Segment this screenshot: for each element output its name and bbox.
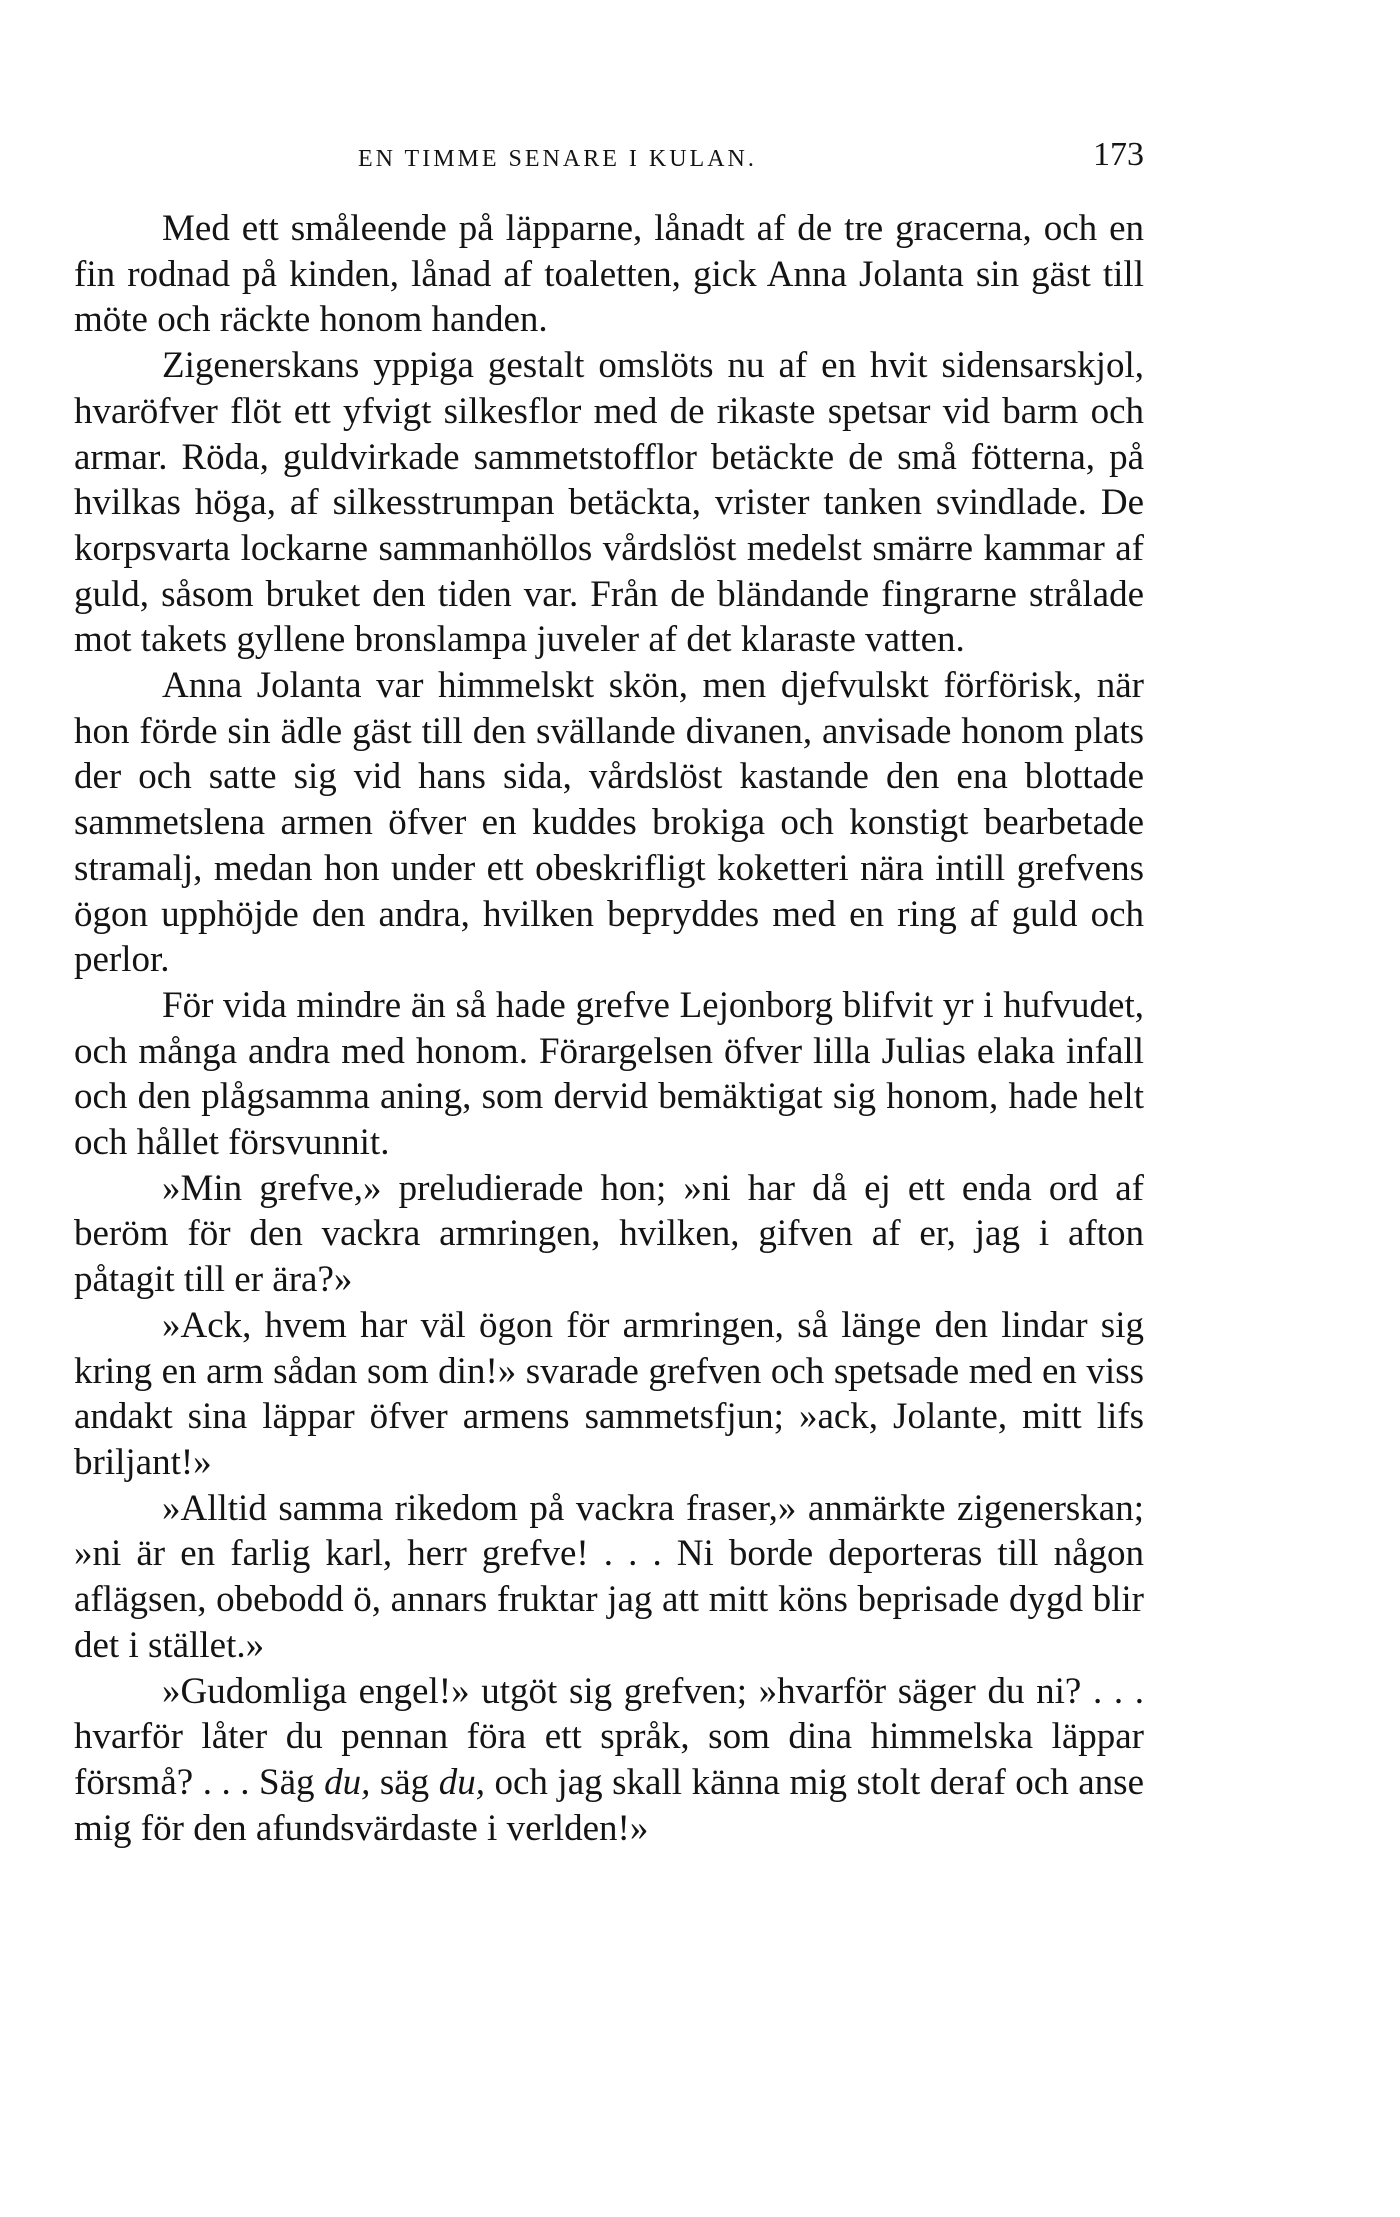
- paragraph: »Min grefve,» preludierade hon; »ni har då ej ett enda ord af beröm för den vackra armringen, hvilken, gifven af er, jag i afton påtagit till er ära?»: [74, 1167, 1144, 1301]
- emphasis-du: du,: [438, 1761, 485, 1803]
- paragraph: [74, 1669, 1144, 1852]
- emphasis-du: du,: [324, 1761, 371, 1803]
- paragraph-text: och jag skall känna mig stolt deraf och anse mig för den afundsvärdaste i verlden!»: [74, 1761, 1145, 1849]
- paragraph-text: säg: [370, 1761, 439, 1803]
- body-text: [74, 206, 1144, 1851]
- paragraph: »Alltid samma rikedom på vackra fraser,» anmärkte zigenerskan; »ni är en farlig karl, herr grefve! . . . Ni borde deporteras till någon aflägsen, obebodd ö, annars fruktar jag att mitt köns beprisade dygd blir det i stället.»: [74, 1487, 1144, 1666]
- paragraph: »Ack, hvem har väl ögon för armringen, så länge den lindar sig kring en arm sådan som din!» svarade grefven och spetsade med en viss andakt sina läppar öfver armens sammetsfjun; »ack, Jolante, mitt lifs briljant!»: [74, 1304, 1144, 1483]
- page-number: 173: [1093, 136, 1144, 173]
- running-head: EN TIMME SENARE I KULAN.: [358, 146, 757, 172]
- paragraph: Med ett småleende på läpparne, lånadt af de tre gracerna, och en fin rodnad på kinden, lånad af toaletten, gick Anna Jolanta sin gäst till möte och räckte honom handen.: [74, 208, 1144, 341]
- page-header: [74, 136, 1144, 184]
- paragraph: Anna Jolanta var himmelskt skön, men djefvulskt förförisk, när hon förde sin ädle gäst till den svällande divanen, anvisade honom plats der och satte sig vid hans sida, vårdslöst kastande den ena blottade sammetslena armen öfver en kuddes brokiga och konstigt bearbetade stramalj, medan hon under ett obeskrifligt koketteri nära intill grefvens ögon upphöjde den andra, hvilken bepryddes med en ring af guld och perlor.: [74, 665, 1144, 981]
- paragraph: För vida mindre än så hade grefve Lejonborg blifvit yr i hufvudet, och många andra med honom. Förargelsen öfver lilla Julias elaka infall och den plågsamma aning, som dervid bemäktigat sig honom, hade helt och hållet försvunnit.: [74, 984, 1144, 1164]
- paragraph-text: »Gudomliga engel!» utgöt sig grefven; »hvarför säger du ni? . . . hvarför låter du pennan föra ett språk, som dina himmelska läppar försmå? . . . Säg: [74, 1670, 1144, 1803]
- paragraph: Zigenerskans yppiga gestalt omslöts nu af en hvit sidensarskjol, hvaröfver flöt ett yfvigt silkesflor med de rikaste spetsar vid barm och armar. Röda, guldvirkade sammetstofflor betäckte de små fötterna, på hvilkas höga, af silkesstrumpan betäckta, vrister tanken svindlade. De korpsvarta lockarne sammanhöllos vårdslöst medelst smärre kammar af guld, såsom bruket den tiden var. Från de bländande fingrarne strålade mot takets gyllene bronslampa juveler af det klaraste vatten.: [74, 345, 1144, 661]
